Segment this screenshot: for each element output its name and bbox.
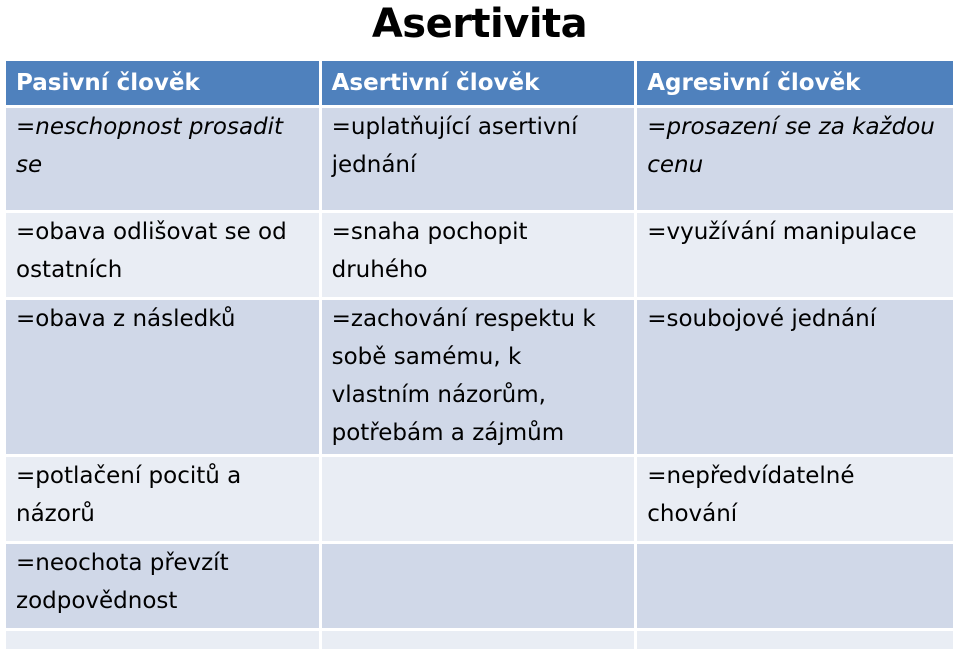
table-cell: =snaha pochopit druhého (322, 213, 635, 297)
table-cell: =soubojové jednání (637, 300, 953, 454)
table-cell: =neochota převzít zodpovědnost (6, 544, 319, 628)
table-row (6, 108, 953, 210)
table-row (6, 631, 953, 649)
table-cell: =využívání manipulace (637, 213, 953, 297)
table-cell: =potlačení pocitů a názorů (6, 457, 319, 541)
table-cell: =uplatňující asertivní jednání (322, 108, 635, 210)
table-header-row (6, 61, 953, 105)
table-cell (322, 544, 635, 628)
table-cell: =zachování respektu k sobě samému, k vlastním názorům, potřebám a zájmům (322, 300, 635, 454)
table-cell: =prosazení se za každou cenu (637, 108, 953, 210)
table-row (6, 457, 953, 541)
header-aggressive: Agresivní člověk (637, 61, 953, 105)
table-cell: =nepředvídatelné chování (637, 457, 953, 541)
table-cell (637, 544, 953, 628)
table-cell: =neschopnost prosadit se (6, 108, 319, 210)
table-cell (6, 631, 319, 649)
table-cell (322, 631, 635, 649)
table-row (6, 213, 953, 297)
slide-title: Asertivita (371, 1, 588, 47)
header-passive: Pasivní člověk (6, 61, 319, 105)
table-cell: =obava z následků (6, 300, 319, 454)
table-cell (322, 457, 635, 541)
table-cell (637, 631, 953, 649)
table-cell: =obava odlišovat se od ostatních (6, 213, 319, 297)
comparison-table (3, 58, 956, 652)
table-row (6, 544, 953, 628)
table-row (6, 300, 953, 454)
header-assertive: Asertivní člověk (322, 61, 635, 105)
